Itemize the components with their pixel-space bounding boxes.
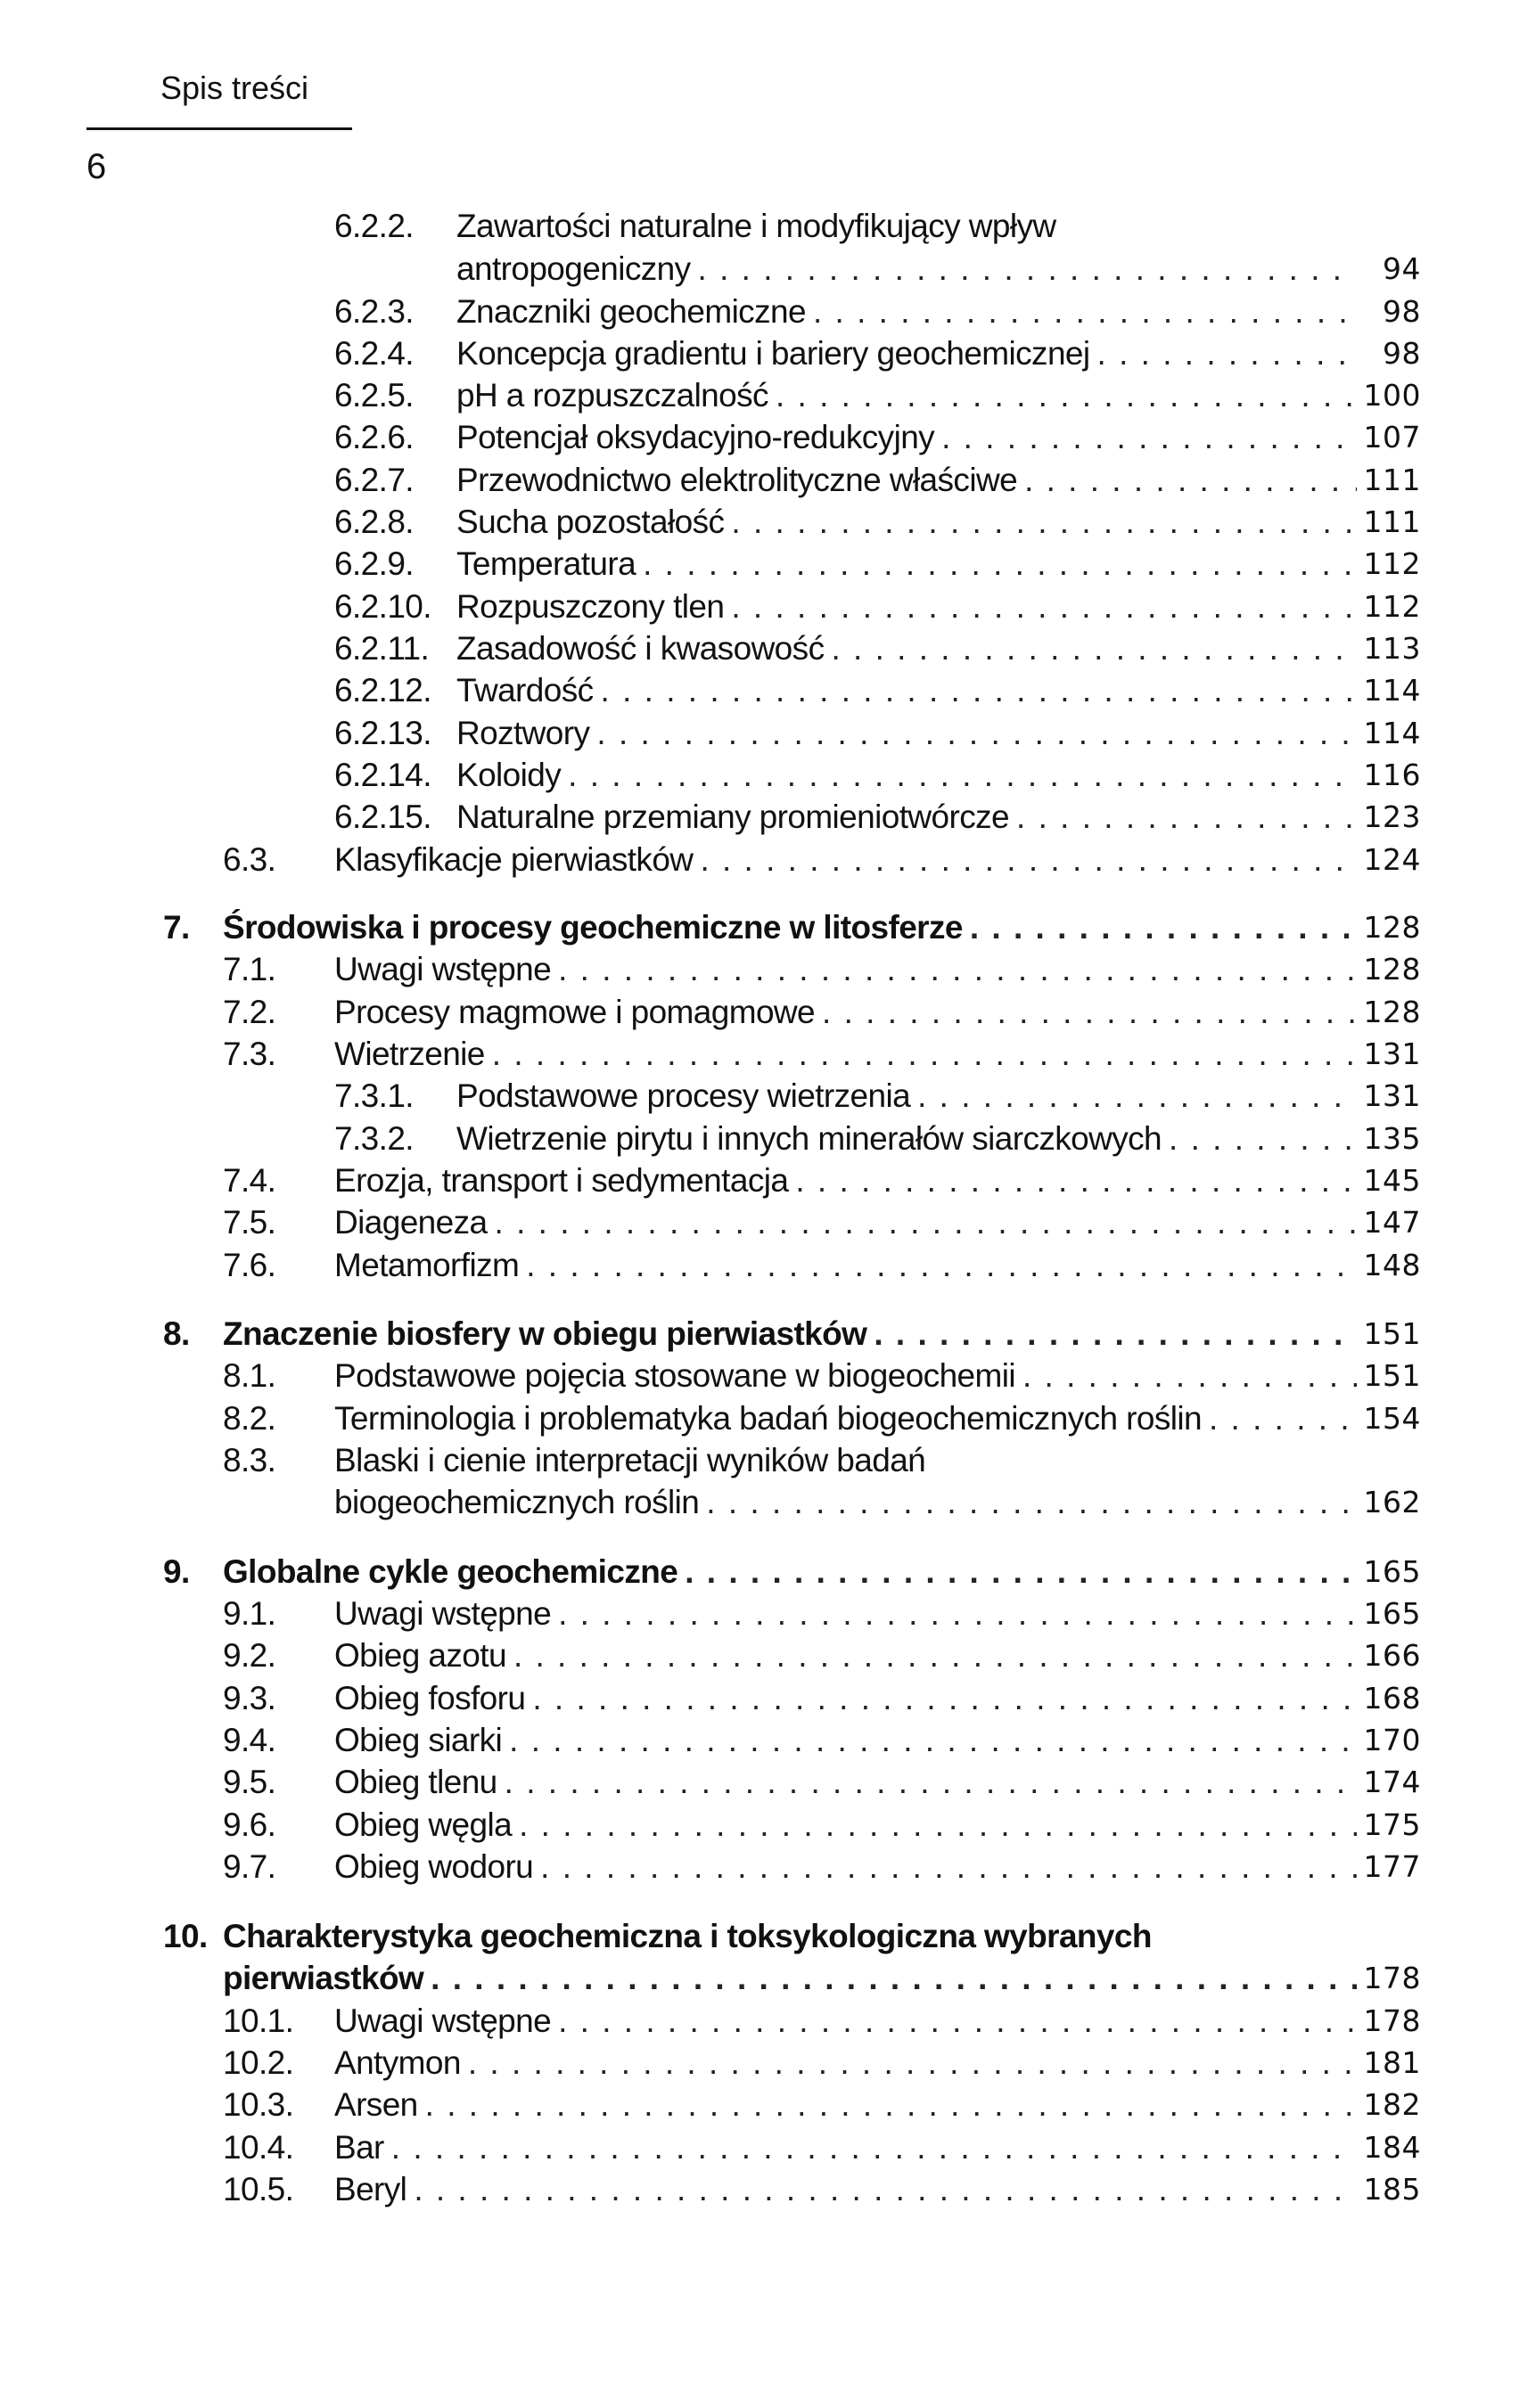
dot-leader bbox=[874, 1313, 1357, 1356]
toc-entry-page: 165 bbox=[1363, 1596, 1421, 1631]
toc-entry-row[interactable] bbox=[0, 754, 1519, 797]
dot-leader bbox=[1024, 459, 1357, 502]
toc-entry-title bbox=[456, 754, 1364, 797]
toc-entry-page: 154 bbox=[1363, 1401, 1421, 1436]
toc-entry-row[interactable] bbox=[0, 669, 1519, 712]
toc-entry-title-text: Uwagi wstępne bbox=[334, 2003, 552, 2039]
toc-entry-title-text: Wietrzenie pirytu i innych minerałów siarczkowych bbox=[456, 1120, 1162, 1157]
dot-leader bbox=[1097, 332, 1357, 375]
toc-entry-title-text: Antymon bbox=[334, 2044, 461, 2081]
toc-entry-title-text: Podstawowe procesy wietrzenia bbox=[456, 1077, 911, 1114]
toc-chapter-row[interactable] bbox=[0, 1313, 1519, 1356]
toc-entry-page: 111 bbox=[1363, 504, 1421, 539]
toc-entry-page: 112 bbox=[1363, 546, 1421, 581]
toc-entry-page: 147 bbox=[1363, 1205, 1421, 1240]
dot-leader bbox=[492, 1033, 1357, 1076]
toc-entry-row[interactable] bbox=[0, 1804, 1519, 1847]
toc-entry-number: 6.2.11. bbox=[334, 630, 430, 667]
toc-entry-page: 185 bbox=[1363, 2172, 1421, 2207]
toc-entry-title bbox=[334, 1677, 1364, 1720]
toc-entry-page: 148 bbox=[1363, 1248, 1421, 1282]
toc-entry-title-text: Obieg fosforu bbox=[334, 1680, 526, 1716]
toc-entry-title bbox=[456, 1075, 1364, 1118]
toc-entry-title-text: Globalne cykle geochemiczne bbox=[223, 1553, 678, 1590]
toc-entry-row[interactable] bbox=[0, 1719, 1519, 1762]
toc-entry-page: 116 bbox=[1363, 758, 1421, 792]
toc-entry-title bbox=[334, 1033, 1364, 1076]
toc-entry-title-text: Przewodnictwo elektrolityczne właściwe bbox=[456, 462, 1018, 498]
toc-entry-page: 145 bbox=[1363, 1163, 1421, 1198]
toc-entry-title-text: Znaczniki geochemiczne bbox=[456, 293, 806, 330]
dot-leader bbox=[391, 2126, 1357, 2169]
toc-entry-page: 168 bbox=[1363, 1681, 1421, 1716]
dot-leader bbox=[596, 712, 1357, 755]
toc-entry-row[interactable] bbox=[0, 1846, 1519, 1888]
dot-leader bbox=[495, 1201, 1357, 1244]
toc-entry-page: 112 bbox=[1363, 589, 1421, 624]
running-head-title: Spis treści bbox=[160, 70, 309, 106]
toc-entry-row[interactable] bbox=[0, 1634, 1519, 1677]
toc-entry-title bbox=[456, 586, 1364, 628]
dot-leader bbox=[822, 991, 1357, 1034]
toc-entry-page: 151 bbox=[1363, 1358, 1421, 1393]
dot-leader bbox=[776, 374, 1357, 417]
dot-leader bbox=[1209, 1397, 1357, 1440]
toc-chapter-row[interactable] bbox=[0, 1915, 1519, 1958]
toc-entry-row[interactable] bbox=[0, 1761, 1519, 1804]
toc-entry-number: 7. bbox=[163, 909, 190, 946]
toc-entry-title-text: Bar bbox=[334, 2129, 384, 2166]
toc-entry-title bbox=[334, 2126, 1364, 2169]
dot-leader bbox=[1169, 1118, 1357, 1160]
toc-entry-number: 8.3. bbox=[223, 1442, 276, 1478]
dot-leader bbox=[513, 1634, 1357, 1677]
toc-entry-title bbox=[334, 1439, 1364, 1482]
toc-entry-title-text: Temperatura bbox=[456, 545, 636, 582]
toc-entry-title bbox=[456, 627, 1364, 670]
toc-entry-title bbox=[456, 669, 1364, 712]
toc-entry-row[interactable] bbox=[0, 1593, 1519, 1635]
toc-entry-number: 10.5. bbox=[223, 2171, 294, 2207]
dot-leader bbox=[526, 1244, 1357, 1287]
toc-entry-title bbox=[334, 839, 1364, 881]
toc-entry-number: 6.2.14. bbox=[334, 757, 431, 793]
toc-entry-number: 10.2. bbox=[223, 2044, 294, 2081]
toc-entry-number: 10.1. bbox=[223, 2003, 294, 2039]
toc-entry-title bbox=[334, 1201, 1364, 1244]
toc-entry-title bbox=[456, 205, 1364, 248]
dot-leader bbox=[468, 2042, 1357, 2084]
toc-entry-row[interactable] bbox=[0, 2000, 1519, 2043]
toc-entry-row[interactable] bbox=[0, 374, 1519, 417]
toc-entry-number: 7.3.2. bbox=[334, 1120, 414, 1157]
toc-entry-title bbox=[334, 991, 1364, 1034]
toc-entry-row[interactable] bbox=[0, 1355, 1519, 1397]
dot-leader bbox=[795, 1159, 1357, 1202]
toc-entry-title-text: biogeochemicznych roślin bbox=[334, 1484, 700, 1520]
toc-entry-number: 9. bbox=[163, 1553, 190, 1590]
dot-leader bbox=[813, 291, 1357, 333]
toc-entry-number: 6.2.12. bbox=[334, 672, 431, 708]
toc-entry-page: 100 bbox=[1363, 378, 1421, 413]
toc-entry-number: 6.2.6. bbox=[334, 419, 414, 455]
toc-entry-row[interactable] bbox=[0, 1244, 1519, 1287]
toc-entry-title-text: Znaczenie biosfery w obiegu pierwiastków bbox=[223, 1315, 867, 1352]
dot-leader bbox=[505, 1761, 1357, 1804]
toc-entry-number: 8.2. bbox=[223, 1400, 276, 1437]
dot-leader bbox=[1016, 796, 1357, 839]
toc-entry-title-text: Zasadowość i kwasowość bbox=[456, 630, 825, 667]
toc-entry-title bbox=[334, 1719, 1364, 1762]
toc-entry-title-text: Obieg węgla bbox=[334, 1806, 513, 1843]
toc-entry-title-text: Twardość bbox=[456, 672, 594, 708]
toc-entry-title bbox=[223, 1313, 1364, 1356]
dot-leader bbox=[831, 627, 1357, 670]
toc-entry-title-text: Obieg wodoru bbox=[334, 1848, 534, 1885]
toc-chapter-row[interactable] bbox=[0, 1957, 1519, 2000]
dot-leader bbox=[509, 1719, 1357, 1762]
dot-leader bbox=[519, 1804, 1357, 1847]
dot-leader bbox=[540, 1846, 1357, 1888]
toc-entry-title-text: Koncepcja gradientu i bariery geochemicznej bbox=[456, 335, 1090, 372]
toc-entry-title bbox=[456, 1118, 1364, 1160]
toc-entry-page: 181 bbox=[1363, 2045, 1421, 2080]
toc-entry-title bbox=[456, 332, 1364, 375]
toc-entry-title-text: antropogeniczny bbox=[456, 250, 691, 287]
toc-entry-title bbox=[456, 416, 1364, 459]
toc-entry-title bbox=[334, 1761, 1364, 1804]
dot-leader bbox=[558, 2000, 1357, 2043]
toc-entry-number: 7.4. bbox=[223, 1162, 276, 1199]
toc-entry-row[interactable] bbox=[0, 1159, 1519, 1202]
toc-entry-title bbox=[334, 2042, 1364, 2084]
toc-entry-title bbox=[334, 1159, 1364, 1202]
toc-entry-title bbox=[334, 1846, 1364, 1888]
toc-chapter-row[interactable] bbox=[0, 1551, 1519, 1593]
dot-leader bbox=[414, 2168, 1357, 2211]
toc-entry-page: 98 bbox=[1383, 336, 1421, 371]
toc-entry-page: 166 bbox=[1363, 1638, 1421, 1673]
toc-entry-page: 165 bbox=[1363, 1554, 1421, 1589]
dot-leader bbox=[601, 669, 1357, 712]
toc-entry-row[interactable] bbox=[0, 2042, 1519, 2084]
toc-entry-page: 175 bbox=[1363, 1807, 1421, 1842]
toc-entry-row[interactable] bbox=[0, 1118, 1519, 1160]
toc-entry-title bbox=[456, 543, 1364, 586]
toc-entry-title bbox=[334, 1593, 1364, 1635]
dot-leader bbox=[558, 948, 1357, 991]
dot-leader bbox=[698, 248, 1357, 291]
toc-entry-page: 128 bbox=[1363, 995, 1421, 1029]
dot-leader bbox=[731, 501, 1357, 544]
toc-entry-page: 178 bbox=[1363, 1961, 1421, 1995]
toc-entry-title-text: Beryl bbox=[334, 2171, 407, 2207]
toc-entry-number: 6.3. bbox=[223, 841, 276, 878]
toc-entry-page: 151 bbox=[1363, 1316, 1421, 1351]
toc-entry-row[interactable] bbox=[0, 2084, 1519, 2126]
toc-entry-row[interactable] bbox=[0, 586, 1519, 628]
toc-entry-row[interactable] bbox=[0, 948, 1519, 991]
toc-entry-title-text: Koloidy bbox=[456, 757, 562, 793]
toc-entry-title bbox=[334, 1634, 1364, 1677]
toc-entry-row[interactable] bbox=[0, 459, 1519, 502]
toc-entry-page: 174 bbox=[1363, 1765, 1421, 1799]
toc-entry-number: 6.2.10. bbox=[334, 588, 431, 625]
toc-entry-row[interactable] bbox=[0, 332, 1519, 375]
toc-entry-number: 6.2.15. bbox=[334, 799, 431, 835]
toc-entry-title-text: Rozpuszczony tlen bbox=[456, 588, 725, 625]
toc-entry-title-text: Arsen bbox=[334, 2086, 418, 2123]
toc-entry-title bbox=[456, 374, 1364, 417]
toc-entry-number: 7.2. bbox=[223, 994, 276, 1030]
toc-entry-title-text: Procesy magmowe i pomagmowe bbox=[334, 994, 816, 1030]
toc-entry-row[interactable] bbox=[0, 1397, 1519, 1440]
toc-entry-row[interactable] bbox=[0, 712, 1519, 755]
toc-entry-title bbox=[334, 2168, 1364, 2211]
toc-entry-number: 9.1. bbox=[223, 1595, 276, 1632]
toc-entry-title-text: pH a rozpuszczalność bbox=[456, 377, 768, 414]
toc-entry-row[interactable] bbox=[0, 1481, 1519, 1524]
dot-leader bbox=[917, 1075, 1357, 1118]
toc-entry-number: 6.2.3. bbox=[334, 293, 414, 330]
toc-entry-title-text: Obieg siarki bbox=[334, 1722, 503, 1758]
dot-leader bbox=[431, 1957, 1357, 2000]
toc-entry-title bbox=[223, 906, 1364, 949]
toc-entry-number: 9.7. bbox=[223, 1848, 276, 1885]
dot-leader bbox=[706, 1481, 1357, 1524]
toc-entry-title bbox=[456, 248, 1364, 291]
toc-entry-number: 8.1. bbox=[223, 1357, 276, 1394]
toc-entry-page: 111 bbox=[1363, 463, 1421, 497]
toc-entry-title-text: Środowiska i procesy geochemiczne w litosferze bbox=[223, 909, 963, 946]
toc-entry-number: 7.3. bbox=[223, 1036, 276, 1072]
toc-entry-page: 178 bbox=[1363, 2003, 1421, 2038]
toc-entry-title bbox=[456, 501, 1364, 544]
toc-entry-number: 7.5. bbox=[223, 1204, 276, 1241]
toc-entry-number: 6.2.8. bbox=[334, 504, 414, 540]
toc-entry-title bbox=[334, 2000, 1364, 2043]
dot-leader bbox=[558, 1593, 1357, 1635]
dot-leader bbox=[700, 839, 1357, 881]
toc-entry-title bbox=[223, 1957, 1364, 2000]
dot-leader bbox=[941, 416, 1357, 459]
dot-leader bbox=[1022, 1355, 1357, 1397]
toc-entry-title-text: Podstawowe pojęcia stosowane w biogeochemii bbox=[334, 1357, 1015, 1394]
toc-entry-title-text: Potencjał oksydacyjno-redukcyjny bbox=[456, 419, 935, 455]
toc-entry-title-text: Zawartości naturalne i modyfikujący wpływ bbox=[456, 208, 1056, 244]
toc-entry-row[interactable] bbox=[0, 796, 1519, 839]
toc-entry-title bbox=[456, 712, 1364, 755]
toc-entry-page: 184 bbox=[1363, 2130, 1421, 2165]
toc-entry-title bbox=[334, 2084, 1364, 2126]
toc-entry-row[interactable] bbox=[0, 2168, 1519, 2211]
toc-entry-number: 10.4. bbox=[223, 2129, 294, 2166]
toc-entry-page: 113 bbox=[1363, 631, 1421, 666]
toc-entry-title-text: Roztwory bbox=[456, 715, 590, 751]
toc-entry-title bbox=[334, 1397, 1364, 1440]
toc-entry-page: 124 bbox=[1363, 842, 1421, 877]
toc-entry-row[interactable] bbox=[0, 1075, 1519, 1118]
toc-entry-page: 123 bbox=[1363, 799, 1421, 834]
toc-entry-title-text: Diageneza bbox=[334, 1204, 488, 1241]
dot-leader bbox=[685, 1551, 1357, 1593]
toc-entry-page: 114 bbox=[1363, 673, 1421, 708]
toc-entry-title-text: Uwagi wstępne bbox=[334, 1595, 552, 1632]
toc-entry-page: 128 bbox=[1363, 910, 1421, 945]
toc-entry-number: 8. bbox=[163, 1315, 190, 1352]
toc-entry-row[interactable] bbox=[0, 1439, 1519, 1482]
toc-entry-number: 7.6. bbox=[223, 1247, 276, 1283]
toc-entry-row[interactable] bbox=[0, 1033, 1519, 1076]
toc-entry-number: 9.6. bbox=[223, 1806, 276, 1843]
toc-entry-number: 6.2.7. bbox=[334, 462, 414, 498]
toc-entry-row[interactable] bbox=[0, 416, 1519, 459]
toc-entry-title-text: Obieg azotu bbox=[334, 1637, 506, 1674]
toc-entry-title bbox=[223, 1915, 1364, 1958]
toc-entry-row[interactable] bbox=[0, 1677, 1519, 1720]
toc-entry-row[interactable] bbox=[0, 1201, 1519, 1244]
toc-entry-title bbox=[334, 1355, 1364, 1397]
toc-entry-number: 6.2.13. bbox=[334, 715, 431, 751]
toc-entry-number: 10. bbox=[163, 1918, 208, 1954]
toc-entry-number: 10.3. bbox=[223, 2086, 294, 2123]
toc-entry-number: 6.2.9. bbox=[334, 545, 414, 582]
toc-entry-number: 9.3. bbox=[223, 1680, 276, 1716]
toc-entry-title bbox=[223, 1551, 1364, 1593]
toc-entry-title bbox=[334, 1244, 1364, 1287]
toc-entry-row[interactable] bbox=[0, 839, 1519, 881]
toc-entry-number: 7.1. bbox=[223, 951, 276, 987]
toc-entry-title-text: Wietrzenie bbox=[334, 1036, 485, 1072]
toc-entry-row[interactable] bbox=[0, 205, 1519, 248]
dot-leader bbox=[568, 754, 1357, 797]
toc-entry-title bbox=[456, 459, 1364, 502]
toc-entry-row[interactable] bbox=[0, 991, 1519, 1034]
toc-entry-page: 162 bbox=[1363, 1485, 1421, 1519]
dot-leader bbox=[731, 586, 1357, 628]
toc-entry-title bbox=[334, 948, 1364, 991]
toc-entry-title bbox=[456, 796, 1364, 839]
toc-entry-number: 7.3.1. bbox=[334, 1077, 414, 1114]
dot-leader bbox=[643, 543, 1357, 586]
toc-entry-row[interactable] bbox=[0, 2126, 1519, 2169]
toc-entry-title-text: pierwiastków bbox=[223, 1960, 424, 1996]
toc-chapter-row[interactable] bbox=[0, 906, 1519, 949]
toc-entry-row[interactable] bbox=[0, 627, 1519, 670]
toc-entry-title-text: Terminologia i problematyka badań biogeochemicznych roślin bbox=[334, 1400, 1202, 1437]
toc-entry-page: 177 bbox=[1363, 1849, 1421, 1884]
toc-entry-page: 131 bbox=[1363, 1036, 1421, 1071]
toc-entry-title-text: Uwagi wstępne bbox=[334, 951, 552, 987]
page-number: 6 bbox=[86, 147, 107, 186]
toc-entry-page: 170 bbox=[1363, 1723, 1421, 1757]
toc-entry-number: 6.2.2. bbox=[334, 208, 414, 244]
toc-entry-page: 131 bbox=[1363, 1078, 1421, 1113]
toc-entry-number: 6.2.5. bbox=[334, 377, 414, 414]
toc-entry-title-text: Charakterystyka geochemiczna i toksykologiczna wybranych bbox=[223, 1918, 1152, 1954]
toc-entry-row[interactable] bbox=[0, 248, 1519, 291]
toc-entry-title bbox=[334, 1481, 1364, 1524]
toc-entry-title-text: Naturalne przemiany promieniotwórcze bbox=[456, 799, 1010, 835]
toc-entry-title bbox=[456, 291, 1364, 333]
toc-entry-page: 114 bbox=[1363, 716, 1421, 750]
toc-entry-title-text: Erozja, transport i sedymentacja bbox=[334, 1162, 789, 1199]
toc-entry-title-text: Metamorfizm bbox=[334, 1247, 520, 1283]
toc-entry-number: 9.2. bbox=[223, 1637, 276, 1674]
toc-entry-title-text: Sucha pozostałość bbox=[456, 504, 725, 540]
toc-entry-page: 107 bbox=[1363, 420, 1421, 455]
toc-entry-row[interactable] bbox=[0, 291, 1519, 333]
toc-entry-title-text: Blaski i cienie interpretacji wyników badań bbox=[334, 1442, 926, 1478]
toc-entry-title bbox=[334, 1804, 1364, 1847]
toc-entry-number: 6.2.4. bbox=[334, 335, 414, 372]
toc-entry-page: 94 bbox=[1383, 251, 1421, 286]
dot-leader bbox=[425, 2084, 1357, 2126]
toc-entry-number: 9.4. bbox=[223, 1722, 276, 1758]
toc-entry-page: 128 bbox=[1363, 952, 1421, 987]
toc-entry-page: 98 bbox=[1383, 294, 1421, 329]
dot-leader bbox=[532, 1677, 1357, 1720]
toc-entry-page: 135 bbox=[1363, 1121, 1421, 1156]
toc-entry-title-text: Obieg tlenu bbox=[334, 1764, 497, 1800]
toc-entry-row[interactable] bbox=[0, 543, 1519, 586]
dot-leader bbox=[970, 906, 1357, 949]
toc-entry-row[interactable] bbox=[0, 501, 1519, 544]
toc-entry-title-text: Klasyfikacje pierwiastków bbox=[334, 841, 694, 878]
header-rule-divider bbox=[86, 127, 352, 130]
toc-entry-number: 9.5. bbox=[223, 1764, 276, 1800]
toc-entry-page: 182 bbox=[1363, 2087, 1421, 2122]
